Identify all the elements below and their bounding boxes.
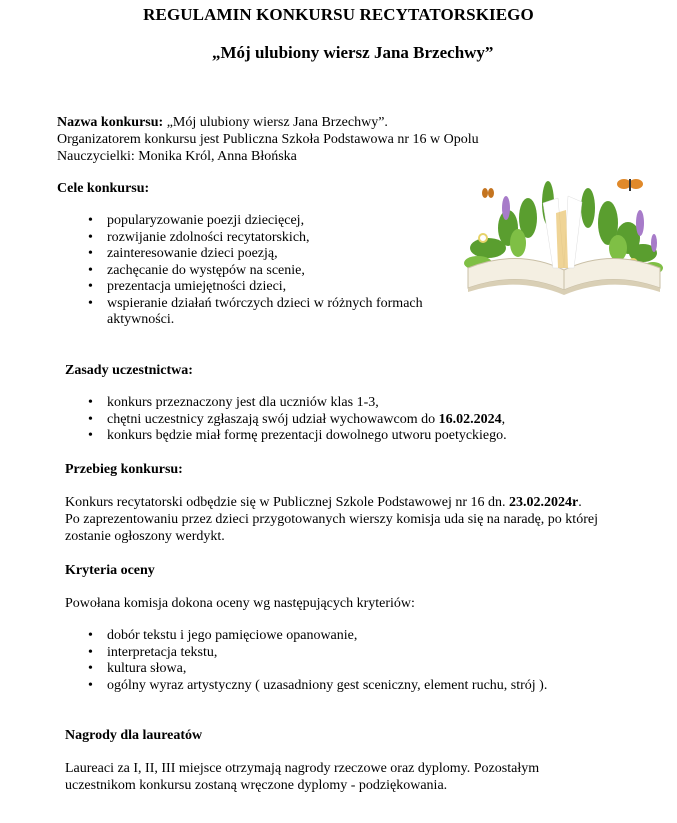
list-item: • dobór tekstu i jego pamięciowe opanowanie, <box>57 628 547 645</box>
list-item: • popularyzowanie poezji dziecięcej, <box>57 213 437 230</box>
book-illustration <box>458 168 670 298</box>
course-text: Konkurs recytatorski odbędzie się w Publicznej Szkole Podstawowej nr 16 dn. <box>65 495 510 510</box>
course-heading: Przebieg konkursu: <box>65 462 183 477</box>
course-tail: . <box>578 495 582 510</box>
contest-name-label: Nazwa konkursu: <box>57 115 164 130</box>
list-item: • konkurs przeznaczony jest dla uczniów klas 1-3, <box>57 395 507 412</box>
rules-list <box>57 395 507 445</box>
butterfly-icon <box>617 179 643 191</box>
contest-date: 23.02.2024r <box>509 495 579 510</box>
list-item: • konkurs będzie miał formę prezentacji dowolnego utworu poetyckiego. <box>57 428 507 445</box>
goals-list <box>57 213 437 329</box>
rules-item-text: chętni uczestnicy zgłaszają swój udział wychowawcom do <box>107 411 439 427</box>
criteria-intro: Powołana komisja dokona oceny wg następujących kryteriów: <box>65 596 415 611</box>
list-item: • rozwijanie zdolności recytatorskich, <box>57 230 437 247</box>
rules-heading: Zasady uczestnictwa: <box>65 363 193 378</box>
contest-name-line <box>57 114 479 131</box>
page-subtitle: „Mój ulubiony wiersz Jana Brzechwy” <box>212 43 494 62</box>
teachers-line: Nauczycielki: Monika Król, Anna Błońska <box>57 149 297 164</box>
open-book-icon <box>458 168 670 298</box>
course-section <box>65 494 598 545</box>
page-title: REGULAMIN KONKURSU RECYTATORSKIEGO <box>143 5 534 24</box>
prizes-line: Laureaci za I, II, III miejsce otrzymają nagrody rzeczowe oraz dyplomy. Pozostałym <box>65 761 540 776</box>
intro-section <box>57 114 479 165</box>
course-line: Po zaprezentowaniu przez dzieci przygotowanych wierszy komisja uda się na naradę, po której <box>65 512 598 527</box>
criteria-heading: Kryteria oceny <box>65 563 155 578</box>
list-item: • kultura słowa, <box>57 661 547 678</box>
butterfly-icon <box>482 188 494 198</box>
list-item <box>57 412 507 429</box>
prizes-line: uczestnikom konkursu zostaną wręczone dyplomy - podziękowania. <box>65 778 448 793</box>
list-item: • zainteresowanie dzieci poezją, <box>57 246 437 263</box>
list-item: • ogólny wyraz artystyczny ( uzasadniony gest sceniczny, element ruchu, strój ). <box>57 678 547 695</box>
organizer-line: Organizatorem konkursu jest Publiczna Szkoła Podstawowa nr 16 w Opolu <box>57 132 479 147</box>
goals-heading: Cele konkursu: <box>57 181 150 196</box>
list-item: • interpretacja tekstu, <box>57 645 547 662</box>
course-line <box>65 494 598 511</box>
criteria-list <box>57 628 547 694</box>
prizes-heading: Nagrody dla laureatów <box>65 728 203 743</box>
course-line: zostanie ogłoszony werdykt. <box>65 529 225 544</box>
rules-item-tail: , <box>501 411 506 427</box>
list-item: • prezentacja umiejętności dzieci, <box>57 279 437 296</box>
list-item: • wspieranie działań twórczych dzieci w różnych formach aktywności. <box>57 296 437 329</box>
list-item: • zachęcanie do występów na scenie, <box>57 263 437 280</box>
contest-name-value: „Mój ulubiony wiersz Jana Brzechwy”. <box>163 115 388 130</box>
prizes-section <box>65 760 539 794</box>
deadline-date: 16.02.2024 <box>438 411 502 427</box>
